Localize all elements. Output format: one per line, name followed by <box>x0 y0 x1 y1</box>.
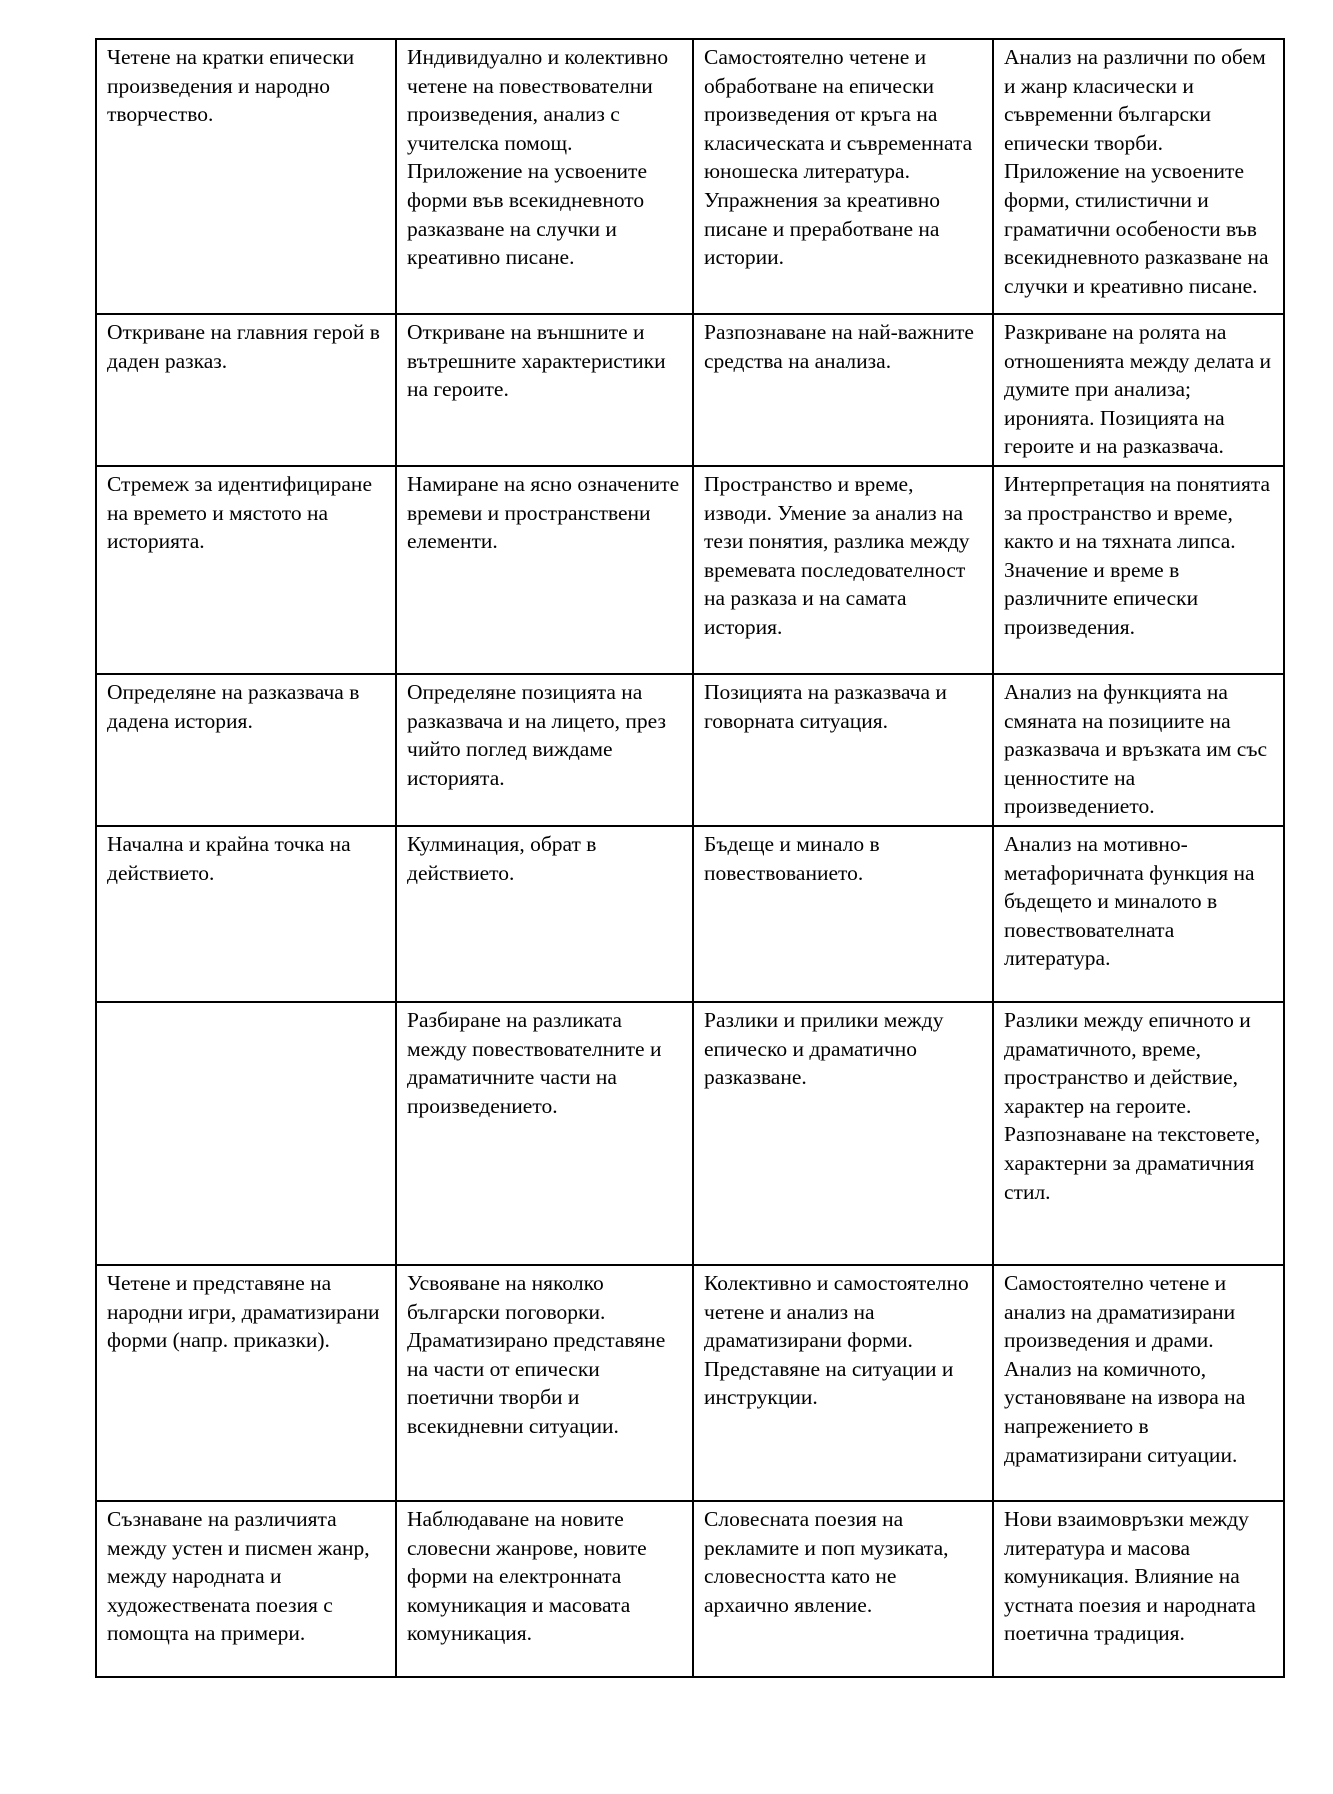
table-cell: Определяне на разказвача в дадена история. <box>96 674 396 826</box>
table-cell: Определяне позицията на разказвача и на лицето, през чийто поглед виждаме историята. <box>396 674 693 826</box>
table-cell: Позицията на разказвача и говорната ситуация. <box>693 674 993 826</box>
table-cell: Словесната поезия на рекламите и поп музиката, словесността като не архаично явление. <box>693 1501 993 1677</box>
table-cell: Разкриване на ролята на отношенията между делата и думите при анализа; иронията. Позицията на героите и на разказвача. <box>993 314 1284 466</box>
table-row <box>96 1501 1284 1677</box>
table-cell <box>96 1002 396 1265</box>
table-cell: Начална и крайна точка на действието. <box>96 826 396 1002</box>
table-row <box>96 674 1284 826</box>
table-cell: Разпознаване на най-важните средства на анализа. <box>693 314 993 466</box>
table-cell: Откриване на главния герой в даден разказ. <box>96 314 396 466</box>
table-cell: Колективно и самостоятелно четене и анализ на драматизирани форми. Представяне на ситуации и инструкции. <box>693 1265 993 1501</box>
table-cell: Анализ на функцията на смяната на позициите на разказвача и връзката им със ценностите на произведението. <box>993 674 1284 826</box>
table-cell: Интерпретация на понятията за пространство и време, както и на тяхната липса. Значение и време в различните епически произведения. <box>993 466 1284 674</box>
table-cell: Самостоятелно четене и обработване на епически произведения от кръга на класическата и съвременната юношеска литература. Упражнения за креативно писане и преработване на истории. <box>693 39 993 314</box>
table-row <box>96 826 1284 1002</box>
table-cell: Откриване на външните и вътрешните характеристики на героите. <box>396 314 693 466</box>
table-cell: Индивидуално и колективно четене на повествователни произведения, анализ с учителска помощ. Приложение на усвоените форми във всекидневното разказване на случки и креативно писане. <box>396 39 693 314</box>
table-row <box>96 1002 1284 1265</box>
table-row <box>96 1265 1284 1501</box>
table-cell: Усвояване на няколко български поговорки. Драматизирано представяне на части от епически поетични творби и всекидневни ситуации. <box>396 1265 693 1501</box>
table-cell: Четене и представяне на народни игри, драматизирани форми (напр. приказки). <box>96 1265 396 1501</box>
table-row <box>96 39 1284 314</box>
table-cell: Четене на кратки епически произведения и народно творчество. <box>96 39 396 314</box>
curriculum-table <box>95 38 1285 1678</box>
table-cell: Анализ на мотивно-метафоричната функция на бъдещето и миналото в повествователната литература. <box>993 826 1284 1002</box>
table-cell: Нови взаимовръзки между литература и масова комуникация. Влияние на устната поезия и народната поетична традиция. <box>993 1501 1284 1677</box>
table-cell: Разлики между епичното и драматичното, време, пространство и действие, характер на героите. Разпознаване на текстовете, характерни за драматичния стил. <box>993 1002 1284 1265</box>
table-cell: Наблюдаване на новите словесни жанрове, новите форми на електронната комуникация и масовата комуникация. <box>396 1501 693 1677</box>
table-cell: Разбиране на разликата между повествователните и драматичните части на произведението. <box>396 1002 693 1265</box>
table-cell: Съзнаване на различията между устен и писмен жанр, между народната и художествената поезия с помощта на примери. <box>96 1501 396 1677</box>
table-cell: Анализ на различни по обем и жанр класически и съвременни български епически творби. Приложение на усвоените форми, стилистични и граматични особености във всекидневното разказване на случки и креативно писане. <box>993 39 1284 314</box>
table-cell: Самостоятелно четене и анализ на драматизирани произведения и драми. Анализ на комичното, установяване на извора на напрежението в драматизирани ситуации. <box>993 1265 1284 1501</box>
table-row <box>96 466 1284 674</box>
table-cell: Разлики и прилики между епическо и драматично разказване. <box>693 1002 993 1265</box>
table-cell: Бъдеще и минало в повествованието. <box>693 826 993 1002</box>
table-cell: Намиране на ясно означените времеви и пространствени елементи. <box>396 466 693 674</box>
table-cell: Стремеж за идентифициране на времето и мястото на историята. <box>96 466 396 674</box>
table-cell: Кулминация, обрат в действието. <box>396 826 693 1002</box>
table-row <box>96 314 1284 466</box>
table-cell: Пространство и време, изводи. Умение за анализ на тези понятия, разлика между времевата последователност на разказа и на самата история. <box>693 466 993 674</box>
